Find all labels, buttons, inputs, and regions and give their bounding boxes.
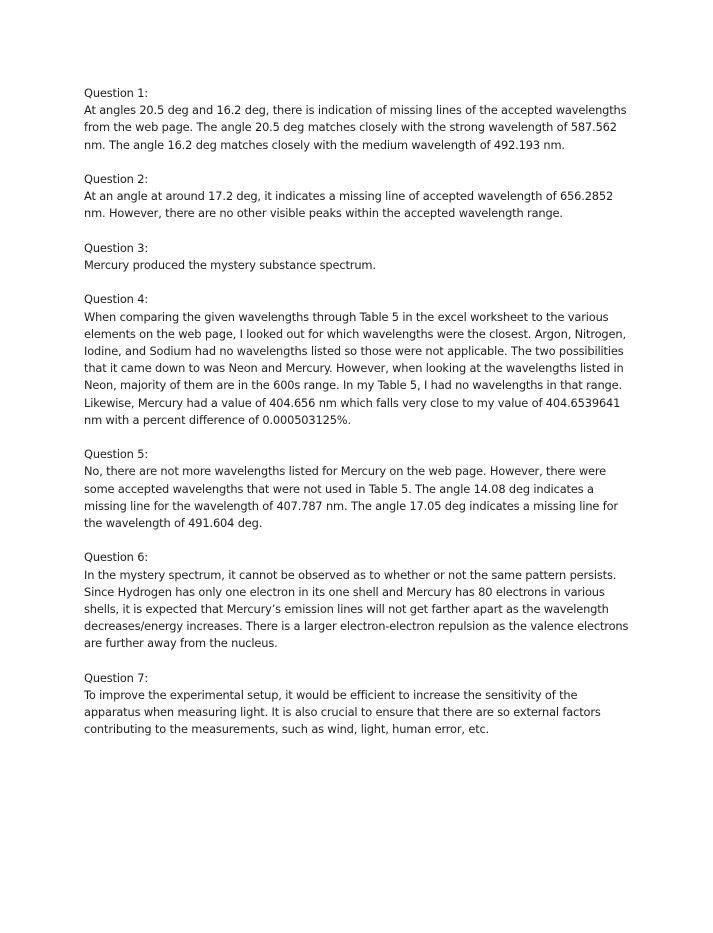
question-1 <box>84 85 634 154</box>
question-answer: At angles 20.5 deg and 16.2 deg, there is indication of missing lines of the accepted wavelengths from the web page. The angle 20.5 deg matches closely with the strong wavelength of 587.562 nm. The angle 16.2 deg matches closely with the medium wavelength of 492.193 nm. <box>84 103 627 152</box>
question-answer: No, there are not more wavelengths listed for Mercury on the web page. However, there were some accepted wavelengths that were not used in Table 5. The angle 14.08 deg indicates a missing line for the wavelength of 407.787 nm. The angle 17.05 deg indicates a missing line for the wavelength of 491.604 deg. <box>84 464 618 531</box>
question-answer: Mercury produced the mystery substance spectrum. <box>84 258 376 272</box>
question-6 <box>84 549 634 652</box>
question-title: Question 7: <box>84 670 149 685</box>
question-answer: At an angle at around 17.2 deg, it indicates a missing line of accepted wavelength of 656.2852 nm. However, there are no other visible peaks within the accepted wavelength range. <box>84 189 614 221</box>
document-page <box>84 85 634 756</box>
question-title: Question 2: <box>84 172 149 186</box>
question-4 <box>84 291 634 429</box>
question-2 <box>84 171 634 223</box>
question-title: Question 1: <box>84 86 149 100</box>
question-7 <box>84 670 634 739</box>
question-3 <box>84 240 634 274</box>
question-answer: To improve the experimental setup, it would be efficient to increase the sensitivity of the apparatus when measuring light. It is also crucial to ensure that there are so external factors contributing to the measurements, such as wind, light, human error, etc. <box>84 688 601 737</box>
question-answer: In the mystery spectrum, it cannot be observed as to whether or not the same pattern persists. Since Hydrogen has only one electron in its one shell and Mercury has 80 electrons in various shells, it is expected that Mercury’s emission lines will not get farther apart as the wavelength decreases/energy increases. There is a larger electron-electron repulsion as the valence electrons are further away from the nucleus. <box>84 567 629 651</box>
question-title: Question 6: <box>84 550 149 565</box>
question-title: Question 3: <box>84 240 149 255</box>
question-5 <box>84 446 634 532</box>
question-title: Question 5: <box>84 447 149 462</box>
question-answer: When comparing the given wavelengths through Table 5 in the excel worksheet to the various elements on the web page, I looked out for which wavelengths were the closest. Argon, Nitrogen, Iodine, and Sodium had no wavelengths listed so those were not applicable. The two possibilities that it came down to was Neon and Mercury. However, when looking at the wavelengths listed in Neon, majority of them are in the 600s range. In my Table 5, I had no wavelengths in that range. Likewise, Mercury had a value of 404.656 nm which falls very close to my value of 404.6539641 nm with a percent difference of 0.000503125%. <box>84 309 626 427</box>
question-title: Question 4: <box>84 292 149 307</box>
